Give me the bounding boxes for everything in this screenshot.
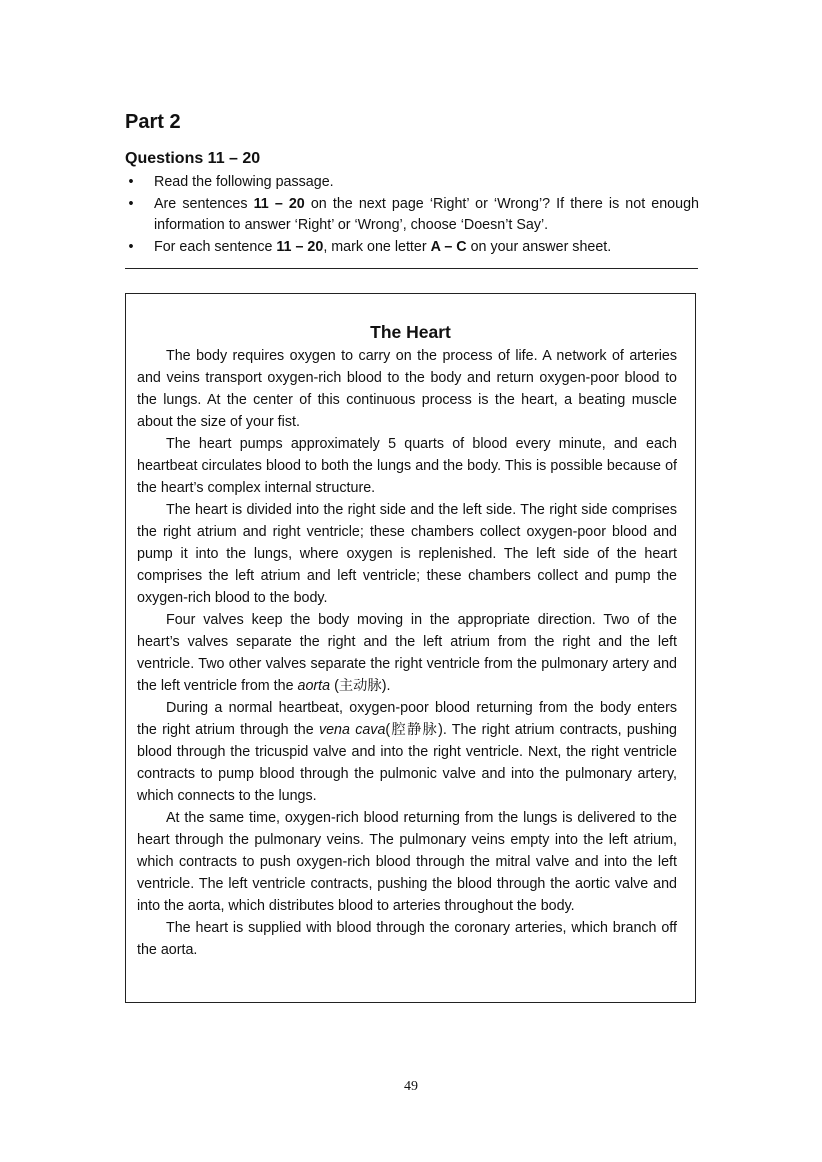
instruction-range: 11 – 20 [253,195,305,212]
term-aorta: aorta [297,678,331,694]
paragraph-5-text-a: During a normal heartbeat, oxygen-poor blood returning from the body enters the right atrium through the [137,700,677,738]
paragraph-4 [137,609,677,697]
paragraph-7: The heart is supplied with blood through the coronary arteries, which branch off the aorta. [137,920,677,958]
questions-title: Questions 11 – 20 [125,150,261,167]
paragraph-3: The heart is divided into the right side and the left side. The right side comprises the right atrium and right ventricle; these chambers collect oxygen-poor blood and pump it into the lungs, where oxygen is replenished. The left side of the heart comprises the left atrium and left ventricle; these chambers collect and pump the oxygen-rich blood to the body. [137,502,677,606]
instruction-text-a: For each sentence [154,238,277,255]
bullet-icon: • [128,195,134,212]
instruction-text-c: , mark one letter [323,238,431,255]
instruction-letters: A – C [430,238,467,255]
bullet-icon: • [128,174,134,190]
paragraph-5-text-b: (腔静脉). The right atrium contracts, pushing blood through the tricuspid valve and into the right ventricle. Next, the right ventricle contracts to pump blood through the pulmonic valve and into the pulmonary artery, which connects to the lungs. [137,722,677,804]
term-vena-cava: vena cava [318,722,386,738]
paragraph-5 [137,697,677,807]
instruction-range: 11 – 20 [276,238,324,255]
instructions-list [125,172,699,258]
instruction-text-c: on the next page ‘Right’ or ‘Wrong’? If there is not enough information to answer ‘Right’ or ‘Wrong’, choose ‘Doesn’t Say’. [154,195,699,233]
paragraph-4-text-b: (主动脉). [330,678,391,694]
instruction-text-a: Are sentences [154,195,254,212]
page-number: 49 [404,1079,418,1094]
instruction-item [125,172,699,194]
instruction-text: Read the following passage. [154,174,334,190]
paragraph-2: The heart pumps approximately 5 quarts of blood every minute, and each heartbeat circulates blood to both the lungs and the body. This is possible because of the heart’s complex internal structure. [137,436,677,496]
instruction-item [125,237,699,259]
passage-title: The Heart [370,322,451,342]
bullet-icon: • [128,238,134,255]
divider [125,268,698,269]
passage-body [137,345,677,961]
instruction-item [125,194,699,237]
passage-box [125,293,696,1003]
paragraph-1: The body requires oxygen to carry on the process of life. A network of arteries and veins transport oxygen-rich blood to the body and return oxygen-poor blood to the lungs. At the center of this continuous process is the heart, a beating muscle about the size of your fist. [137,348,677,430]
instruction-text-e: on your answer sheet. [466,238,612,255]
paragraph-6: At the same time, oxygen-rich blood returning from the lungs is delivered to the heart through the pulmonary veins. The pulmonary veins empty into the left atrium, which contracts to push oxygen-rich blood through the mitral valve and into the left ventricle. The left ventricle contracts, pushing the blood through the aortic valve and into the aorta, which distributes blood to arteries throughout the body. [137,810,677,914]
paragraph-4-text-a: Four valves keep the body moving in the appropriate direction. Two of the heart’s valves separate the right and the left atrium from the right and the left ventricle. Two other valves separate the right ventricle from the pulmonary artery and the left ventricle from the [137,612,677,694]
part-title: Part 2 [125,111,181,133]
